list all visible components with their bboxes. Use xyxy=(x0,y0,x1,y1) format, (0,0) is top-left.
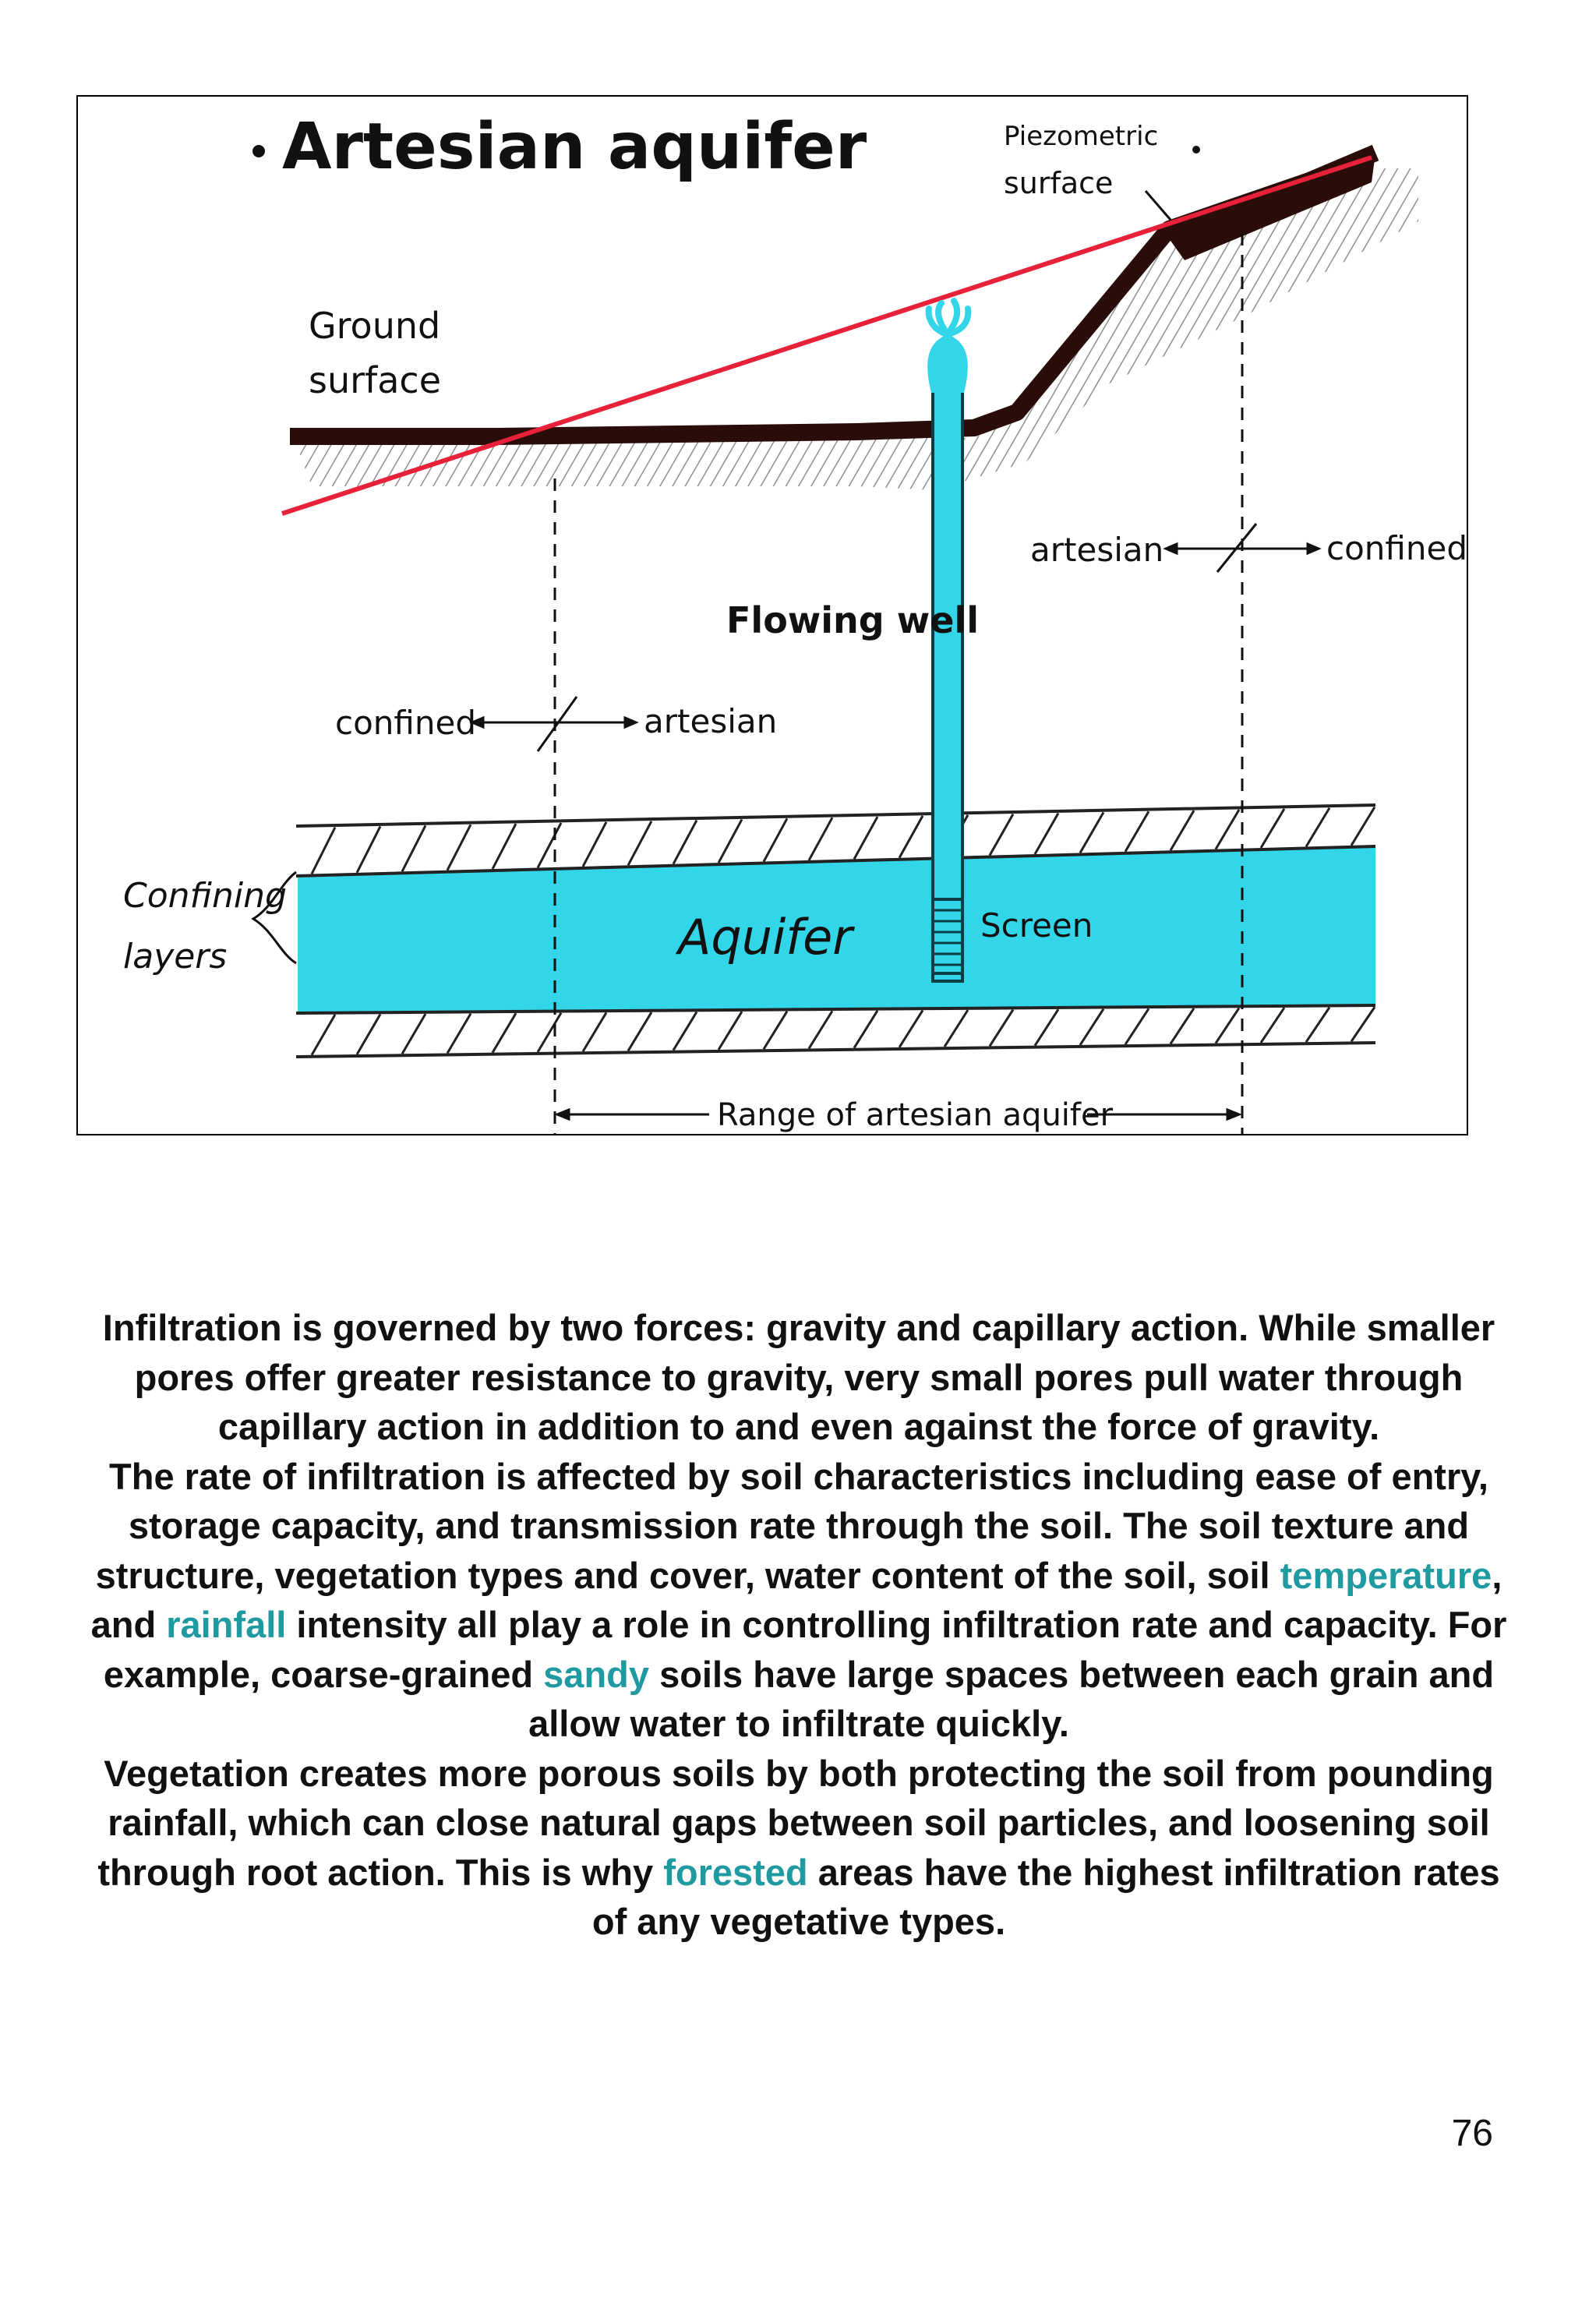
text-run: areas have the highest infiltration rates of any vegetative types. xyxy=(591,1851,1500,1942)
keyword-rainfall: rainfall xyxy=(166,1604,287,1645)
hatch-line xyxy=(1351,807,1375,846)
confined-label-right: confined xyxy=(1326,529,1467,567)
piezometric-label-pointer xyxy=(1146,191,1171,220)
title-bullet-icon xyxy=(252,145,265,157)
text-run: intensity all play a role in controlling infiltration rate and capacity. For example, coarse-grained xyxy=(103,1604,1507,1695)
hatch-line xyxy=(402,825,425,871)
hatch-line xyxy=(1035,814,1058,854)
hatch-line xyxy=(538,823,561,868)
hatch-line xyxy=(493,824,516,869)
hatch-line xyxy=(673,821,697,864)
hatch-line xyxy=(764,818,787,861)
text-run: , and xyxy=(90,1554,1502,1645)
hatch-line xyxy=(809,818,832,860)
hatch-line xyxy=(447,825,471,870)
range-label: Range of artesian aquifer xyxy=(717,1097,1114,1133)
artesian-aquifer-diagram xyxy=(78,97,1468,1135)
hatch-line xyxy=(1216,1008,1239,1043)
hatch-line xyxy=(1125,811,1149,852)
hatch-line xyxy=(854,817,877,859)
hatch-line xyxy=(538,1013,561,1052)
hatch-line xyxy=(719,819,742,863)
lower-confining-hatching xyxy=(312,1007,1375,1055)
paragraph-vegetation xyxy=(78,1749,1520,1947)
text-run: soils have large spaces between each grain and allow water to infiltrate quickly. xyxy=(528,1653,1495,1744)
hatch-line xyxy=(583,1012,606,1051)
body-text xyxy=(78,1303,1520,1947)
hatch-line xyxy=(628,1012,651,1051)
hatch-line xyxy=(1035,1009,1058,1046)
hatch-line xyxy=(1351,1007,1375,1041)
hatch-line xyxy=(312,1015,335,1055)
hatch-line xyxy=(1080,1009,1103,1045)
hatch-line xyxy=(899,1010,923,1047)
hatch-line xyxy=(809,1011,832,1048)
hatch-line xyxy=(1261,809,1284,848)
confining-layers-label-2: layers xyxy=(123,937,228,976)
keyword-forested: forested xyxy=(663,1851,808,1893)
text-run: Vegetation creates more porous soils by both protecting the soil from pounding rainfall, which can close natural gaps between soil particles, and loosening soil through root action. This is why xyxy=(97,1752,1494,1893)
figure-frame xyxy=(76,95,1468,1135)
upper-confining-top xyxy=(296,805,1375,826)
flowing-well-label: Flowing well xyxy=(726,599,979,641)
keyword-sandy: sandy xyxy=(543,1653,650,1695)
hatch-line xyxy=(628,821,651,866)
hatch-line xyxy=(764,1012,787,1050)
hatch-line xyxy=(357,826,380,872)
lower-confining-bottom xyxy=(296,1043,1375,1057)
piezometric-label: Piezometric xyxy=(1004,121,1159,152)
hatch-line xyxy=(1171,810,1194,850)
hatch-line xyxy=(1306,808,1329,847)
hatch-line xyxy=(402,1014,425,1054)
hatch-line xyxy=(990,1010,1013,1047)
hatch-line xyxy=(1216,810,1239,849)
keyword-temperature: temperature xyxy=(1280,1554,1492,1596)
hatch-line xyxy=(1261,1008,1284,1043)
hatch-line xyxy=(719,1012,742,1050)
hatch-line xyxy=(673,1012,697,1051)
hatch-line xyxy=(493,1013,516,1053)
paragraph-infiltration-forces: Infiltration is governed by two forces: gravity and capillary action. While smaller pores offer greater resistance to gravity, very small pores pull water through capillary action in addition to and even against the force of gravity. xyxy=(102,1307,1495,1447)
artesian-label-left: artesian xyxy=(644,702,778,740)
hatch-line xyxy=(583,822,606,867)
piezometric-dot-icon xyxy=(1192,146,1200,154)
hatch-line xyxy=(899,816,923,858)
hatch-line xyxy=(1125,1008,1149,1044)
text-run: The rate of infiltration is affected by soil characteristics including ease of entry, storage capacity, and transmission rate through the soil. The soil texture and structure, vegetation types and cover, water content of the soil, soil xyxy=(95,1455,1488,1596)
figure-title: Artesian aquifer xyxy=(282,110,867,184)
hatch-line xyxy=(854,1011,877,1048)
ground-surface-label: Ground xyxy=(309,305,441,347)
confined-label-left: confined xyxy=(335,704,476,742)
hatch-line xyxy=(312,828,335,874)
hatch-line xyxy=(990,814,1013,856)
hatch-line xyxy=(1171,1008,1194,1044)
piezometric-label-2: surface xyxy=(1004,166,1114,200)
paragraph-infiltration-rate xyxy=(78,1452,1520,1749)
hatch-line xyxy=(945,1010,968,1047)
screen-label: Screen xyxy=(980,906,1093,945)
aquifer-label: Aquifer xyxy=(678,909,853,966)
hatch-line xyxy=(357,1014,380,1054)
confining-layers-label: Confining xyxy=(123,876,287,916)
hatch-line xyxy=(1306,1008,1329,1043)
hatch-line xyxy=(447,1014,471,1054)
page-number: 76 xyxy=(1451,2113,1493,2154)
hatch-line xyxy=(1080,812,1103,853)
artesian-label-right: artesian xyxy=(1030,531,1164,569)
ground-surface-label-2: surface xyxy=(309,359,442,401)
